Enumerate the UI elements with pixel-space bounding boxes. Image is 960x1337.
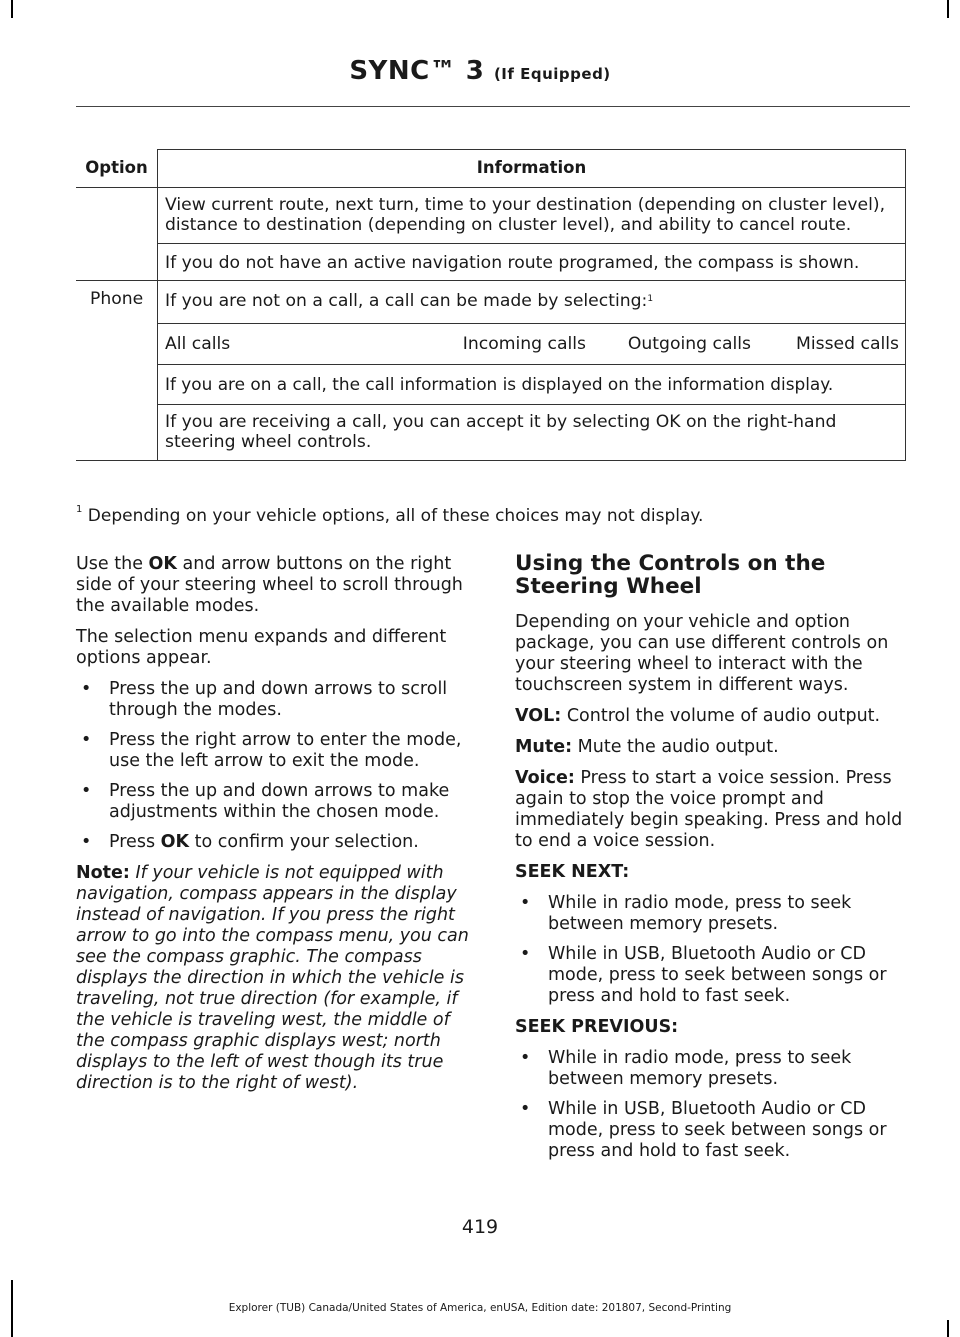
list-item-text: While in USB, Bluetooth Audio or CD mode, press to seek between songs or press and hold to fast seek. (548, 944, 887, 1006)
seek-next-heading: SEEK NEXT: (515, 862, 630, 882)
page-number: 419 (461, 1216, 499, 1238)
list-item-text: to confirm your selection. (189, 832, 419, 852)
call-option-incoming: Incoming calls (462, 333, 586, 354)
phone-info-1-text: If you are not on a call, a call can be made by selecting: (165, 291, 648, 311)
section-heading: Using the Controls on the Steering Wheel (515, 551, 826, 599)
voice-label: Voice: (515, 768, 575, 788)
crop-mark-bottom-right (947, 1320, 949, 1337)
seek-previous-heading: SEEK PREVIOUS: (515, 1017, 679, 1037)
table-header-row (76, 150, 906, 188)
table-row (76, 323, 906, 365)
intro-text-a: Use the (76, 554, 149, 574)
calls-row (158, 323, 906, 365)
option-cell-navigation (76, 187, 158, 281)
ok-label: OK (148, 554, 177, 574)
info-table (76, 149, 906, 461)
phone-info-4: If you are receiving a call, you can accept it by selecting OK on the right-hand steering wheel controls. (158, 404, 906, 460)
mute-label: Mute: (515, 737, 573, 757)
list-item: • Press the up and down arrows to make adjustments within the chosen mode. (81, 781, 450, 822)
vol-label: VOL: (515, 706, 562, 726)
list-item: • While in radio mode, press to seek between memory presets. (520, 893, 852, 934)
header-title: SYNC™ 3 (349, 56, 485, 86)
list-item: • Press the right arrow to enter the mode, use the left arrow to exit the mode. (81, 730, 462, 771)
list-item-text: Press the up and down arrows to make adjustments within the chosen mode. (109, 781, 450, 822)
list-item-text: Press (109, 832, 161, 852)
nav-info-2: If you do not have an active navigation route programed, the compass is shown. (158, 243, 906, 281)
header-divider (76, 106, 910, 107)
footnote-ref: 1 (647, 294, 654, 304)
table-row (76, 187, 906, 243)
intro-text-b: and arrow buttons on the right side of your steering wheel to scroll through the available modes. (76, 554, 463, 616)
intro-paragraph (76, 554, 476, 617)
controls-intro: Depending on your vehicle and option package, you can use different controls on your steering wheel to interact with the touchscreen system in different ways. (515, 612, 889, 695)
list-item: • While in USB, Bluetooth Audio or CD mode, press to seek between songs or press and hold to fast seek. (520, 944, 887, 1006)
note-text: If your vehicle is not equipped with navigation, compass appears in the display instead of navigation. If you press the right arrow to go into the compass menu, you can see the compass graphic. The compass displays the direction in which the vehicle is traveling, not true direction (for example, if the vehicle is traveling west, the middle of the compass graphic displays west; north displays to the left of west though its true direction is to the right of west). (76, 863, 469, 1093)
crop-mark-top-left (11, 0, 13, 18)
list-item: • Press the up and down arrows to scroll through the modes. (81, 679, 448, 720)
note-paragraph (76, 863, 476, 1094)
voice-paragraph (515, 768, 910, 852)
vol-text: Control the volume of audio output. (561, 706, 881, 726)
call-option-all: All calls (165, 333, 231, 354)
list-item-text: While in USB, Bluetooth Audio or CD mode, press to seek between songs or press and hold to fast seek. (548, 1099, 887, 1161)
header-option: Option (76, 150, 158, 188)
phone-option-label: Phone (90, 289, 144, 309)
vol-paragraph (515, 706, 910, 727)
mute-paragraph (515, 737, 910, 758)
phone-info-3: If you are on a call, the call information is displayed on the information display. (158, 365, 906, 405)
nav-info-1: View current route, next turn, time to your destination (depending on cluster level), distance to destination (depending on cluster level), and ability to cancel route. (158, 187, 906, 243)
footnote-text: Depending on your vehicle options, all of these choices may not display. (82, 506, 704, 526)
footer-edition: Explorer (TUB) Canada/United States of America, enUSA, Edition date: 201807, Second-Printing (228, 1302, 732, 1314)
list-item: • While in radio mode, press to seek between memory presets. (520, 1048, 852, 1089)
list-item-text: While in radio mode, press to seek between memory presets. (548, 1048, 852, 1089)
crop-mark-top-right (947, 0, 949, 18)
call-option-outgoing: Outgoing calls (627, 333, 751, 354)
ok-label: OK (160, 832, 190, 852)
menu-paragraph: The selection menu expands and different options appear. (76, 627, 447, 668)
page-header (0, 56, 960, 86)
table-row (76, 243, 906, 281)
left-column (76, 554, 476, 1104)
list-item-text: Press the up and down arrows to scroll through the modes. (109, 679, 448, 720)
footnote-mark: 1 (76, 504, 83, 515)
list-item-text: While in radio mode, press to seek between memory presets. (548, 893, 852, 934)
right-column (515, 552, 910, 1172)
voice-text: Press to start a voice session. Press again to stop the voice prompt and immediately begin speaking. Press and hold to end a voice session. (515, 768, 903, 851)
header-subtitle: (If Equipped) (493, 65, 611, 83)
note-label: Note: (76, 863, 130, 883)
call-option-missed: Missed calls (796, 333, 899, 354)
phone-info-1 (158, 281, 906, 324)
table-row (76, 365, 906, 405)
option-cell-phone (76, 281, 158, 461)
list-item: • Press OK to confirm your selection. (81, 832, 419, 852)
seek-next-list (515, 893, 910, 1007)
table-row (76, 404, 906, 460)
mute-text: Mute the audio output. (572, 737, 779, 757)
footnote (76, 506, 703, 526)
seek-previous-list (515, 1048, 910, 1162)
list-item-text: Press the right arrow to enter the mode, use the left arrow to exit the mode. (109, 730, 462, 771)
instruction-list (76, 679, 476, 853)
table-row (76, 281, 906, 324)
header-information: Information (158, 150, 906, 188)
list-item: • While in USB, Bluetooth Audio or CD mode, press to seek between songs or press and hold to fast seek. (520, 1099, 887, 1161)
